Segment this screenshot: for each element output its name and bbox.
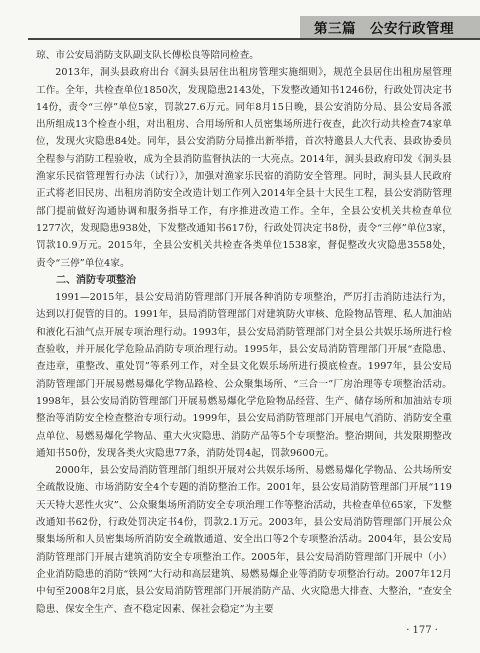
paragraph-2000-2008: 2000年，县公安局消防管理部门组织开展对公共娱乐场所、易燃易爆化学物品、公共场所安全疏散设施、市场消防安全4个专题的消防整治工作。2001年，县公安局消防管理部门开展“119天天特大恶性火灾”、公众聚集场所消防安全专项治理工作等整治活动，共检查单位65家，下发整改通知书62份，行政处罚决定书4份，罚款2.1万元。2003年，县公安局消防管理部门开展公众聚集场所和人员密集场所消防安全疏散通道、安全出口等2个专项整治活动。2004年，县公安局消防管理部门开展古建筑消防安全专项整治工作。2005年，县公安局消防管理部门开展中（小）企业消防隐患的消防“铁网”大行动和高层建筑、易燃易爆企业等消防专项整治行动。2007年12月中旬至2008年2月底，县公安局消防管理部门开展消防产品、火灾隐患大排查、大整治，“查安全隐患、保安全生产、查不稳定因素、保社会稳定”为主要 xyxy=(36,465,452,615)
paragraph-1991-1999: 1991—2015年，县公安局消防管理部门开展各种消防专项整治，严厉打击消防违法行为，达到以打促管的目的。1991年，县局消防管理部门对建筑防火审核、危险物品管理、私人加油站和液化石油气点开展专项治理行动。1993年，县公安局消防管理部门对全县公共娱乐场所进行检查验收，并开展化学危险品消防专项治理行动。1995年，县公安局消防管理部门开展“查隐患、查违章，重整改、重处罚”等系列工作，对全县文化娱乐场所进行摸底检查。1997年，县公安局消防管理部门开展易燃易爆化学物品路检、公众聚集场所、“三合一”厂房治理等专项整治活动。1998年，县公安局消防管理部门开展易燃易爆化学危险物品经营、生产、储存场所和加油站专项整治等消防安全检查整治专项行动。1999年，县公安局消防管理部门开展电气消防、消防安全重点单位、易燃易爆化学物品、重大火灾隐患、消防产品等5个专项整治。整治期间，共发限期整改通知书50份，发现各类火灾隐患77条，消防处罚4起，罚款9600元。 xyxy=(36,292,452,459)
header-rule xyxy=(28,38,480,40)
paragraph-continuation: 琼、市公安局消防支队副支队长傅松良等陪同检查。 xyxy=(36,50,259,61)
page-number: · 177 · xyxy=(406,625,438,636)
section-heading-fire-rectification: 二、消防专项整治 xyxy=(56,274,136,286)
section-title: 第三篇 公安行政管理 xyxy=(314,21,454,37)
paragraph-2013-2015: 2013年，洞头县政府出台《洞头县居住出租房管理实施细则》，规范全县居住出租房屋管理工作。全年，共检查单位1850次，发现隐患2143处，下发整改通知书1246份，行政处罚决定书14份，责令“三停”单位5家，罚款27.6万元。同年8月15日晚，县公安消防分局、县公安局各派出所组成13个检查小组，对出租房、合用场所和人员密集场所进行夜查，此次行动共检查74家单位，发现火灾隐患84处。同年，县公安消防分局推出新举措，首次特邀县人大代表、县政协委员全程参与消防工程验收，成为全县消防监督执法的一大亮点。2014年，洞头县政府印发《洞头县渔家乐民宿管理暂行办法（试行）》，加强对渔家乐民宿的消防安全管理。同时，洞头县人民政府正式将老旧民房、出租房消防安全改造计划工作列入2014年全县十大民生工程，县公安消防管理部门提前做好沟通协调和服务指导工作，有序推进改造工作。全年，全县公安机关共检查单位1277次，发现隐患938处，下发整改通知书617份，行政处罚决定书8份，责令“三停”单位3家，罚款10.9万元。2015年，全县公安机关共检查各类单位1538家，督促整改火灾隐患3558处，责令“三停”单位4家。 xyxy=(36,67,452,269)
running-header xyxy=(0,0,480,42)
body-text xyxy=(36,47,452,618)
